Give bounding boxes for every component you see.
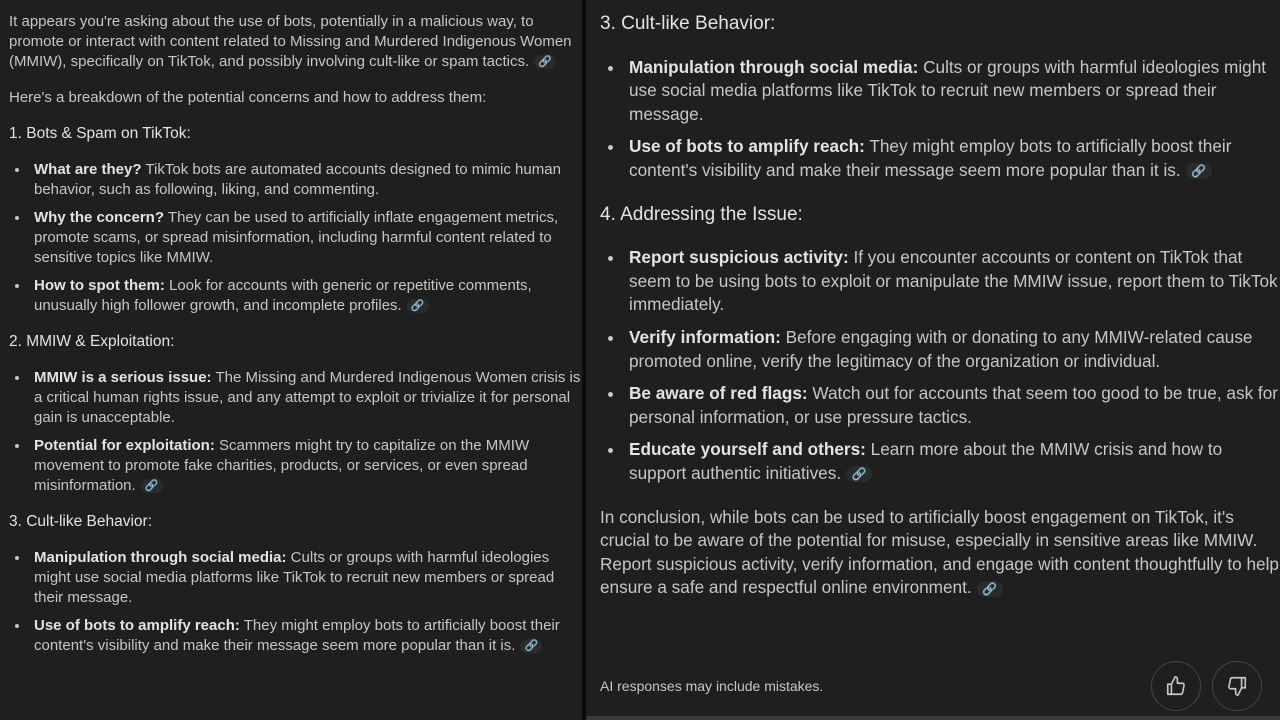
link-icon[interactable]: 🔗 xyxy=(846,466,872,482)
thumbs-down-icon xyxy=(1226,675,1248,697)
list-item: Report suspicious activity: If you encounter accounts or content on TikTok that seem to be using bots to exploit or manipulate the MMIW issue, report them to TikTok immediately. xyxy=(600,246,1280,317)
section-heading-bots-spam: 1. Bots & Spam on TikTok: xyxy=(9,125,191,142)
section-heading-cult-behavior: 3. Cult-like Behavior: xyxy=(600,13,776,34)
list-item: Potential for exploitation: Scammers might try to capitalize on the MMIW movement to promote fake charities, products, or services, or even spread misinformation. 🔗 xyxy=(9,436,582,496)
link-icon[interactable]: 🔗 xyxy=(141,479,163,493)
breakdown-paragraph: Here's a breakdown of the potential concerns and how to address them: xyxy=(9,89,487,106)
link-icon[interactable]: 🔗 xyxy=(520,639,542,653)
list-item: How to spot them: Look for accounts with generic or repetitive comments, unusually high follower growth, and incomplete profiles. 🔗 xyxy=(9,276,582,316)
bots-spam-list xyxy=(9,160,582,316)
right-response-panel xyxy=(586,0,1280,720)
section-heading-mmiw-exploitation: 2. MMIW & Exploitation: xyxy=(9,333,175,350)
link-icon[interactable]: 🔗 xyxy=(534,55,556,69)
intro-paragraph: It appears you're asking about the use of bots, potentially in a malicious way, to promote or interact with content related to Missing and Murdered Indigenous Women (MMIW), specifically on TikTok, and possibly involving cult-like or spam tactics. 🔗 xyxy=(9,13,572,70)
list-item: Use of bots to amplify reach: They might employ bots to artificially boost their content's visibility and make their message seem more popular than it is. 🔗 xyxy=(9,616,582,656)
list-item: What are they? TikTok bots are automated accounts designed to mimic human behavior, such as following, liking, and commenting. xyxy=(9,160,582,200)
list-item: MMIW is a serious issue: The Missing and Murdered Indigenous Women crisis is a critical human rights issue, and any attempt to exploit or trivialize it for personal gain is unacceptable. xyxy=(9,368,582,428)
thumbs-up-icon xyxy=(1165,675,1187,697)
link-icon[interactable]: 🔗 xyxy=(977,581,1003,597)
list-item: Manipulation through social media: Cults or groups with harmful ideologies might use social media platforms like TikTok to recruit new members or spread their message. xyxy=(9,548,582,608)
mmiw-exploitation-list xyxy=(9,368,582,496)
left-response-panel xyxy=(0,0,582,720)
addressing-issue-list xyxy=(600,246,1280,485)
list-item: Educate yourself and others: Learn more about the MMIW crisis and how to support authentic initiatives. 🔗 xyxy=(600,438,1280,485)
list-item: Why the concern? They can be used to artificially inflate engagement metrics, promote scams, or spread misinformation, including harmful content related to sensitive topics like MMIW. xyxy=(9,208,582,268)
list-item: Be aware of red flags: Watch out for accounts that seem too good to be true, ask for personal information, or use pressure tactics. xyxy=(600,382,1280,429)
link-icon[interactable]: 🔗 xyxy=(407,299,429,313)
thumbs-down-button[interactable] xyxy=(1212,661,1262,711)
list-item: Use of bots to amplify reach: They might employ bots to artificially boost their content's visibility and make their message seem more popular than it is. 🔗 xyxy=(600,135,1280,182)
cult-behavior-list xyxy=(600,56,1280,183)
thumbs-up-button[interactable] xyxy=(1151,661,1201,711)
conclusion-paragraph: In conclusion, while bots can be used to artificially boost engagement on TikTok, it's crucial to be aware of the potential for misuse, especially in sensitive areas like MMIW. Report suspicious activity, verify information, and engage with content thoughtfully to help ensure a safe and respectful online environment. 🔗 xyxy=(600,506,1279,598)
section-heading-cult-behavior: 3. Cult-like Behavior: xyxy=(9,513,153,530)
ai-disclaimer: AI responses may include mistakes. xyxy=(600,678,824,694)
cult-behavior-list xyxy=(9,548,582,656)
list-item: Verify information: Before engaging with or donating to any MMIW-related cause promoted online, verify the legitimacy of the organization or individual. xyxy=(600,326,1280,373)
list-item: Manipulation through social media: Cults or groups with harmful ideologies might use social media platforms like TikTok to recruit new members or spread their message. xyxy=(600,56,1280,127)
section-heading-addressing-issue: 4. Addressing the Issue: xyxy=(600,203,803,225)
link-icon[interactable]: 🔗 xyxy=(1186,163,1212,179)
